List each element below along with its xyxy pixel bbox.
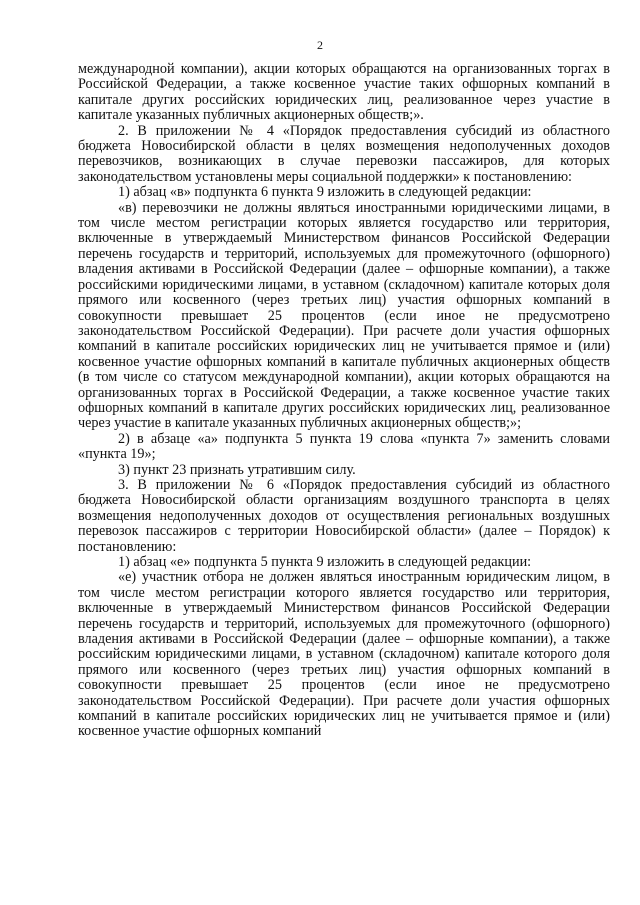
paragraph-5: 2) в абзаце «а» подпункта 5 пункта 19 слова «пункта 7» заменить словами «пункта 19»; xyxy=(78,430,610,463)
paragraph-9: «е) участник отбора не должен являться иностранным юридическим лицом, в том числе местом регистрации которого является государство или территория, включенные в утверждаемый Министерством финансов Российской Федерации перечень государств и территорий, используемых для промежуточного (офшорного) владения активами в Российской Федерации (далее – офшорные компании), а также российским юридическими лицами, в уставном (складочном) капитале которого доля прямого или косвенного (через третьих лиц) участия офшорных компаний в совокупности превышает 25 процентов (если иное не предусмотрено законодательством Российской Федерации). При расчете доли участия офшорных компаний в капитале российских юридических лиц не учитывается прямое и (или) косвенное участие офшорных компаний xyxy=(78,569,610,740)
paragraph-7: 3. В приложении № 6 «Порядок предоставления субсидий из областного бюджета Новосибирской области организациям воздушного транспорта в целях возмещения недополученных доходов от осуществления региональных воздушных перевозок пассажиров с территории Новосибирской области» (далее – Порядок) к постановлению: xyxy=(78,476,610,555)
paragraph-1: международной компании), акции которых обращаются на организованных торгах в Российской Федерации, а также косвенное участие таких офшорных компаний в капитале других российских юридических лиц, реализованное через участие в капитале указанных публичных акционерных обществ;». xyxy=(78,61,610,124)
document-body xyxy=(78,62,610,740)
page-number: 2 xyxy=(317,38,323,52)
paragraph-8: 1) абзац «е» подпункта 5 пункта 9 изложить в следующей редакции: xyxy=(118,554,532,570)
paragraph-3: 1) абзац «в» подпункта 6 пункта 9 изложить в следующей редакции: xyxy=(118,184,532,201)
paragraph-4: «в) перевозчики не должны являться иностранными юридическими лицами, в том числе местом регистрации которых является государство или территория, включенные в утверждаемый Министерством финансов Российской Федерации перечень государств и территорий, используемых для промежуточного (офшорного) владения активами в Российской Федерации (далее – офшорные компании), а также российскими юридическими лицами, в уставном (складочном) капитале которых доля прямого или косвенного (через третьих лиц) участия офшорных компаний в совокупности превышает 25 процентов (если иное не предусмотрено законодательством Российской Федерации). При расчете доли участия офшорных компаний в капитале российских юридических лиц не учитывается прямое и (или) косвенное участие офшорных компаний в капитале публичных акционерных обществ (в том числе со статусом международной компании), акции которых обращаются на организованных торгах в Российской Федерации, а также косвенное участие таких офшорных компаний в капитале других российских юридических лиц, реализованное через участие в капитале указанных публичных акционерных обществ;»; xyxy=(78,199,610,432)
paragraph-6: 3) пункт 23 признать утратившим силу. xyxy=(118,461,356,478)
paragraph-2: 2. В приложении № 4 «Порядок предоставления субсидий из областного бюджета Новосибирской области в целях возмещения недополученных доходов перевозчиков, возникающих в случае перевозки пассажиров, для которых законодательством установлены меры социальной поддержки» к постановлению: xyxy=(78,122,610,185)
